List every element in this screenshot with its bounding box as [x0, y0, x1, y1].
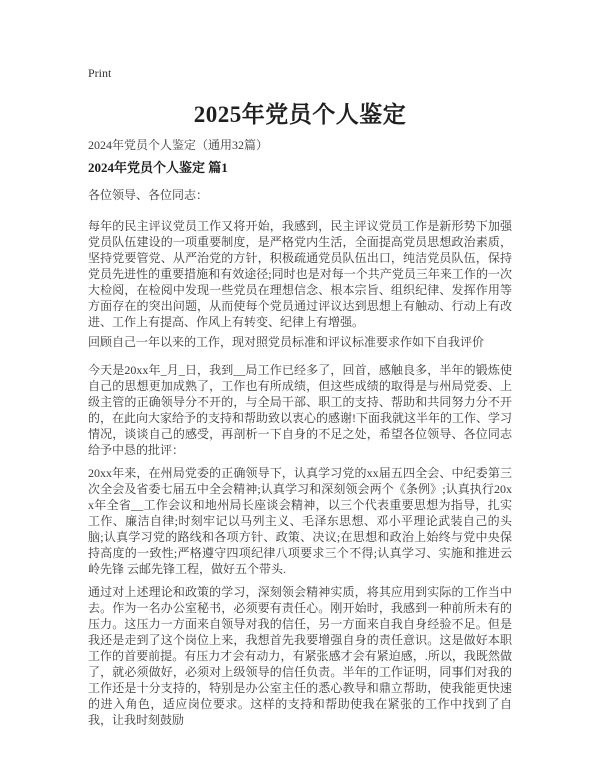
print-link[interactable]: Print	[88, 66, 112, 80]
salutation-line: 各位领导、各位同志：	[88, 188, 209, 202]
document-subtitle: 2024年党员个人鉴定（通用32篇）	[88, 138, 269, 152]
section-heading: 2024年党员个人鉴定 篇1	[88, 160, 228, 175]
document-content	[88, 0, 512, 728]
body-paragraph-2: 回顾自己一年以来的工作，现对照党员标准和评议标准要求作如下自我评价	[88, 335, 485, 349]
body-paragraph-4: 20xx年来，在州局党委的正确领导下，认真学习党的xx届五四全会、中纪委第三次全会及省委七届五中全会精神;认真学习和深刻领会两个《条例》;认真执行20xx年全省__工作会议和地州局长座谈会精神，以三个代表重要思想为指导，扎实工作、廉洁自律;时刻牢记以马列主义、毛泽东思想、邓小平理论武装自己的头脑;认真学习党的路线和各项方针、政策、决议;在思想和政治上始终与党中央保持高度的一致性;严格遵守四项纪律八项要求三个不得;认真学习、实施和推进云岭先锋 云邮先锋工程，做好五个带头.	[88, 466, 512, 576]
body-paragraph-5: 通过对上述理论和政策的学习，深刻领会精神实质，将其应用到实际的工作当中去。作为一名办公室秘书，必须要有责任心。刚开始时，我感到一种前所未有的压力。这压力一方面来自领导对我的信任，另一方面来自我自身经验不足。但是我还是走到了这个岗位上来，我想首先我要增强自身的责任意识。这是做好本职工作的首要前提。有压力才会有动力，有紧张感才会有紧迫感，.所以，我既然做了，就必须做好，必须对上级领导的信任负责。半年的工作证明，同事们对我的工作还是十分支持的，特别是办公室主任的悉心教导和鼎立帮助，使我能更快速的进入角色，适应岗位要求。这样的支持和帮助使我在紧张的工作中找到了自我，让我时刻鼓励	[88, 585, 512, 727]
body-paragraph-1: 每年的民主评议党员工作又将开始，我感到，民主评议党员工作是新形势下加强党员队伍建设的一项重要制度，是严格党内生活，全面提高党员思想政治素质，坚持党要管党、从严治党的方针，积极疏通党员队伍出口，纯洁党员队伍，保持党员先进性的重要措施和有效途径;同时也是对每一个共产党员三年来工作的一次大检阅，在检阅中发现一些党员在理想信念、根本宗旨、组织纪律、发挥作用等方面存在的突出问题，从而使每个党员通过评议达到思想上有触动、行动上有改进、工作上有提高、作风上有转变、纪律上有增强。	[88, 219, 512, 329]
body-paragraph-3: 今天是20xx年_月_日，我到__局工作已经多了，回首，感触良多，半年的锻炼使自己的思想更加成熟了，工作也有所成绩，但这些成绩的取得是与州局党委、上级主管的正确领导分不开的，与全局干部、职工的支持、帮助和共同努力分不开的，在此向大家给予的支持和帮助致以衷心的感谢!下面我就这半年的工作、学习情况，谈谈自己的感受，再剖析一下自身的不足之处，希望各位领导、各位同志给予中恳的批评：	[88, 363, 512, 457]
page-title: 2025年党员个人鉴定	[193, 102, 407, 127]
